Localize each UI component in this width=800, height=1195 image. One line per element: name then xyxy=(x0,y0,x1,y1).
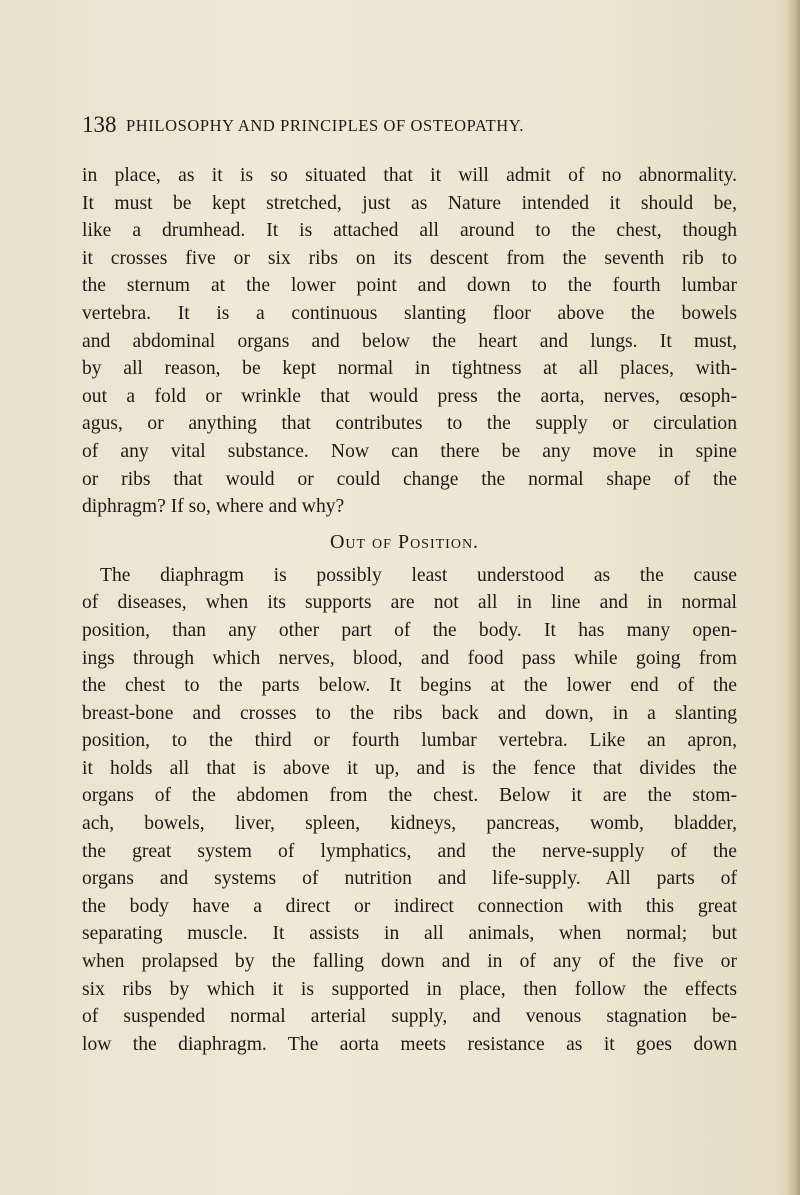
text-line: separating muscle. It assists in all animals, when normal; but xyxy=(82,923,737,945)
text-line: when prolapsed by the falling down and in of any of the five or xyxy=(82,951,737,973)
body-text xyxy=(82,162,737,1058)
text-line: of diseases, when its supports are not all in line and in normal xyxy=(82,592,737,614)
text-line: in place, as it is so situated that it will admit of no abnormality. xyxy=(82,165,737,186)
text-line: organs of the abdomen from the chest. Below it are the stom- xyxy=(82,785,737,807)
text-line: ach, bowels, liver, spleen, kidneys, pancreas, womb, bladder, xyxy=(82,813,737,835)
text-line: six ribs by which it is supported in place, then follow the effects xyxy=(82,978,737,1000)
text-line: organs and systems of nutrition and life-supply. All parts of xyxy=(82,868,737,890)
paragraph-1 xyxy=(82,162,737,521)
text-line: of suspended normal arterial supply, and venous stagnation be- xyxy=(82,1006,737,1028)
text-line: agus, or anything that contributes to the supply or circulation xyxy=(82,413,737,435)
text-line: ings through which nerves, blood, and food pass while going from xyxy=(82,647,737,669)
text-line: it crosses five or six ribs on its descent from the seventh rib to xyxy=(82,247,737,269)
text-line: it holds all that is above it up, and is the fence that divides the xyxy=(82,757,737,779)
text-line: of any vital substance. Now can there be any move in spine xyxy=(82,440,737,462)
text-line: out a fold or wrinkle that would press the aorta, nerves, œsoph- xyxy=(82,385,737,407)
text-line: the body have a direct or indirect connection with this great xyxy=(82,895,737,917)
text-line: position, to the third or fourth lumbar vertebra. Like an apron, xyxy=(82,730,737,752)
text-line: the great system of lymphatics, and the nerve-supply of the xyxy=(82,840,737,862)
text-line: The diaphragm is possibly least understood as the cause xyxy=(100,564,737,586)
page-number: 138 xyxy=(82,112,117,137)
page-edge-shadow xyxy=(786,0,800,1195)
text-line: and abdominal organs and below the heart and lungs. It must, xyxy=(82,330,737,352)
text-line: the sternum at the lower point and down to the fourth lumbar xyxy=(82,275,737,297)
text-line: It must be kept stretched, just as Nature intended it should be, xyxy=(82,192,737,214)
text-line: vertebra. It is a continuous slanting floor above the bowels xyxy=(82,302,737,324)
text-line: diphragm? If so, where and why? xyxy=(82,496,345,518)
paragraph-2 xyxy=(82,562,737,1059)
running-title: PHILOSOPHY AND PRINCIPLES OF OSTEOPATHY. xyxy=(126,116,524,135)
text-line: or ribs that would or could change the normal shape of the xyxy=(82,468,737,490)
text-line: breast-bone and crosses to the ribs back and down, in a slanting xyxy=(82,702,737,724)
text-line: by all reason, be kept normal in tightness at all places, with- xyxy=(82,358,737,380)
text-line: low the diaphragm. The aorta meets resistance as it goes down xyxy=(82,1033,737,1055)
text-line: position, than any other part of the body. It has many open- xyxy=(82,619,737,641)
text-line: like a drumhead. It is attached all around to the chest, though xyxy=(82,220,737,242)
text-line: the chest to the parts below. It begins at the lower end of the xyxy=(82,675,737,697)
section-heading: Out of Position. xyxy=(329,530,480,553)
running-head xyxy=(82,112,722,142)
